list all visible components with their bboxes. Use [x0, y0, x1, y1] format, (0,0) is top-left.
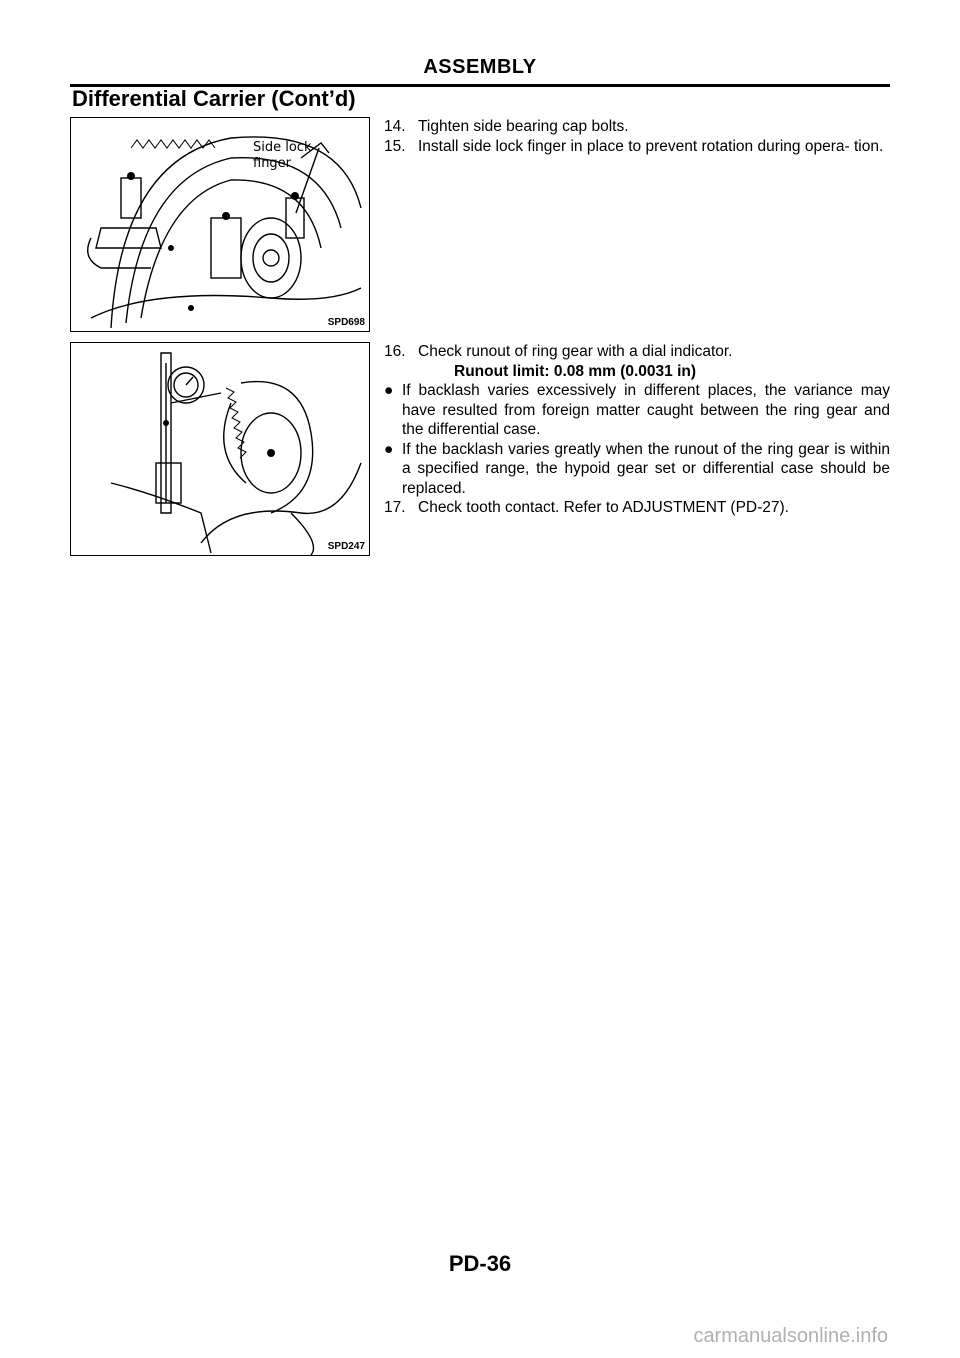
step-14 [384, 117, 890, 137]
bullet-text: If the backlash varies greatly when the runout of the ring gear is within a specified range, the hypoid gear set or differential case should be replaced. [402, 440, 890, 497]
runout-limit-spec: Runout limit: 0.08 mm (0.0031 in) [454, 362, 697, 380]
differential-illustration-2 [71, 343, 369, 555]
step-17 [384, 498, 890, 518]
page-number: PD-36 [448, 1251, 512, 1276]
figure-side-lock-finger [70, 117, 370, 332]
section-title: ASSEMBLY [423, 56, 537, 78]
steps-block-2 [384, 342, 890, 518]
step-text: Tighten side bearing cap bolts. [418, 118, 629, 135]
step-16 [384, 342, 890, 362]
bullet-item [384, 381, 890, 440]
step-number: 16. [384, 343, 406, 360]
step-15 [384, 137, 890, 157]
figure-code: SPD698 [327, 317, 365, 328]
bullet-icon: ● [384, 440, 394, 458]
figure-code: SPD247 [327, 541, 365, 552]
watermark: carmanualsonline.info [693, 1325, 888, 1347]
step-text: Install side lock finger in place to prevent rotation during opera- tion. [418, 137, 884, 155]
step-number: 14. [384, 118, 406, 135]
step-number: 17. [384, 499, 406, 516]
bullet-text: If backlash varies excessively in different places, the variance may have resulted from foreign matter caught between the ring gear and the differential case. [402, 382, 890, 438]
callout-line-2: finger [253, 156, 292, 171]
figure-dial-indicator [70, 342, 370, 556]
page-subtitle: Differential Carrier (Cont’d) [72, 86, 356, 111]
step-number: 15. [384, 137, 406, 155]
differential-illustration-1 [71, 118, 369, 331]
step-text: Check tooth contact. Refer to ADJUSTMENT (PD-27). [418, 499, 789, 516]
bullet-item [384, 440, 890, 499]
callout-line-1: Side lock [253, 140, 312, 155]
callout-side-lock-finger [253, 140, 312, 172]
step-text: Check runout of ring gear with a dial indicator. [418, 343, 733, 360]
bullet-icon: ● [384, 382, 394, 399]
steps-block-1 [384, 117, 890, 156]
